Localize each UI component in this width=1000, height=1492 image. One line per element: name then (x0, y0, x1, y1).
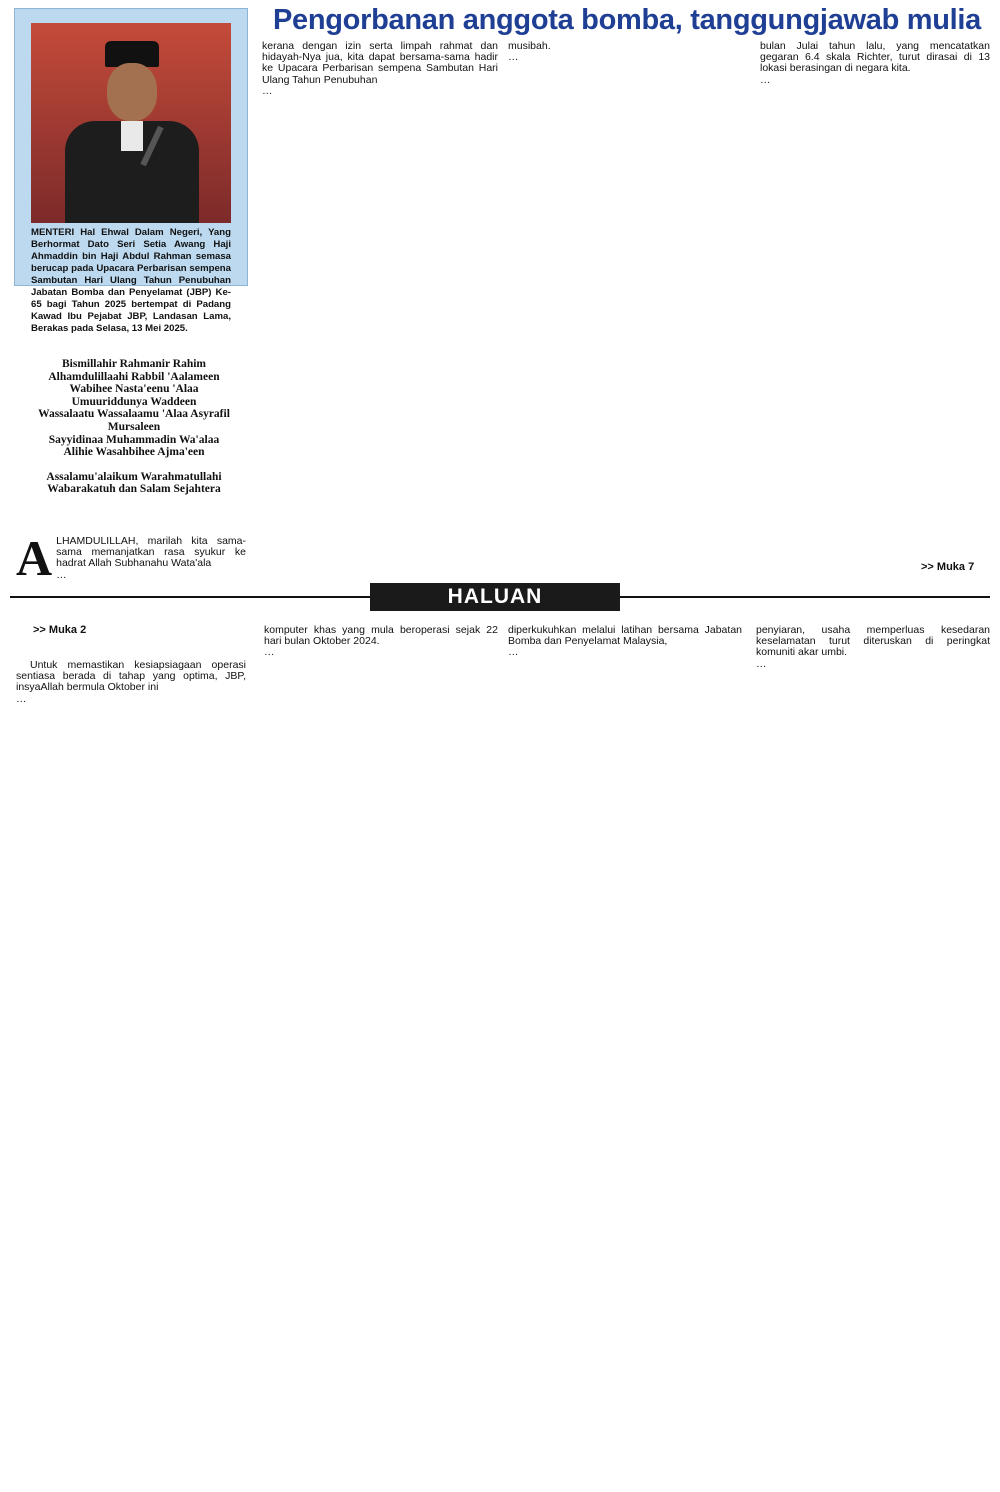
article-top-col-2 (262, 41, 498, 573)
omitted-text-marker: … (56, 568, 69, 578)
article-bottom-col-1 (16, 660, 246, 1482)
salutation-line: Sayyidinaa Muhammadin Wa'alaa (48, 433, 220, 446)
salutation-line: Umuuriddunya Waddeen (71, 395, 197, 408)
salutation-line: Alihie Wasahbihee Ajma'een (63, 446, 205, 459)
article-top-col-3 (508, 41, 742, 573)
article-paragraph: kerana dengan izin serta limpah rahmat dan hidayah-Nya jua, kita dapat bersama-sama hadir ke Upacara Perbarisan sempena Sambutan Hari Ulang Tahun Penubuhan (262, 41, 498, 86)
article-headline: Pengorbanan anggota bomba, tanggungjawab mulia (272, 4, 981, 36)
continued-from-link[interactable]: >> Muka 2 (33, 624, 87, 636)
omitted-text-marker: … (16, 692, 29, 705)
article-bottom-col-3 (508, 625, 742, 1482)
salutation-line: Bismillahir Rahmanir Rahim (62, 358, 206, 370)
omitted-text-marker: … (264, 646, 277, 659)
continued-page-link[interactable]: >> Muka 7 (921, 561, 975, 573)
minister-photo (31, 23, 231, 223)
section-label: HALUAN (370, 583, 620, 611)
photo-panel (14, 8, 248, 334)
omitted-text-marker: … (756, 657, 769, 670)
omitted-text-marker: … (760, 73, 773, 86)
article-bottom-col-4 (756, 625, 990, 1482)
greeting-line: Assalamu'alaikum Warahmatullahi (46, 470, 222, 483)
article-paragraph: LHAMDULILLAH, marilah kita sama-sama memanjatkan rasa syukur ke hadrat Allah Subhanahu Wata'ala (56, 536, 246, 570)
article-paragraph: komputer khas yang mula beroperasi sejak 22 hari bulan Oktober 2024. (264, 625, 498, 648)
omitted-text-marker: … (262, 84, 275, 97)
article-paragraph: penyiaran, usaha memperluas kesedaran keselamatan turut diteruskan di peringkat komuniti akar umbi. (756, 625, 990, 659)
photo-caption: MENTERI Hal Ehwal Dalam Negeri, Yang Berhormat Dato Seri Setia Awang Haji Ahmaddin bin Haji Abdul Rahman semasa berucap pada Upacara Perbarisan sempena Sambutan Hari Ulang Tahun Penubuhan Jabatan Bomba dan Penyelamat (JBP) Ke-65 bagi Tahun 2025 bertempat di Padang Kawad Ibu Pejabat JBP, Landasan Lama, Berakas pada Selasa, 13 Mei 2025. (31, 227, 231, 334)
omitted-text-marker: … (508, 646, 521, 659)
article-top-col-4 (760, 41, 990, 557)
salutation-block (20, 358, 248, 496)
omitted-text-marker: … (508, 51, 521, 64)
article-paragraph: musibah. (508, 41, 551, 52)
article-paragraph: bulan Julai tahun lalu, yang mencatatkan gegaran 6.4 skala Richter, turut dirasai di 13 lokasi berasingan di negara kita. (760, 41, 990, 75)
salutation-line: Wassalaatu Wassalaamu 'Alaa Asyrafil (38, 408, 230, 421)
salutation-line: Alhamdulillaahi Rabbil 'Aalameen (48, 370, 220, 383)
salutation-line: Wabihee Nasta'eenu 'Alaa (69, 383, 199, 396)
greeting-line: Wabarakatuh dan Salam Sejahtera (47, 483, 221, 496)
article-bottom-col-2 (264, 625, 498, 1482)
article-top-col-1 (16, 536, 246, 578)
salutation-line: Mursaleen (107, 420, 161, 433)
article-paragraph: Untuk memastikan kesiapsiagaan operasi sentiasa berada di tahap yang optima, JBP, insyaAllah bermula Oktober ini (16, 660, 246, 694)
drop-cap: A (16, 536, 53, 578)
article-paragraph: diperkukuhkan melalui latihan bersama Jabatan Bomba dan Penyelamat Malaysia, (508, 625, 742, 648)
